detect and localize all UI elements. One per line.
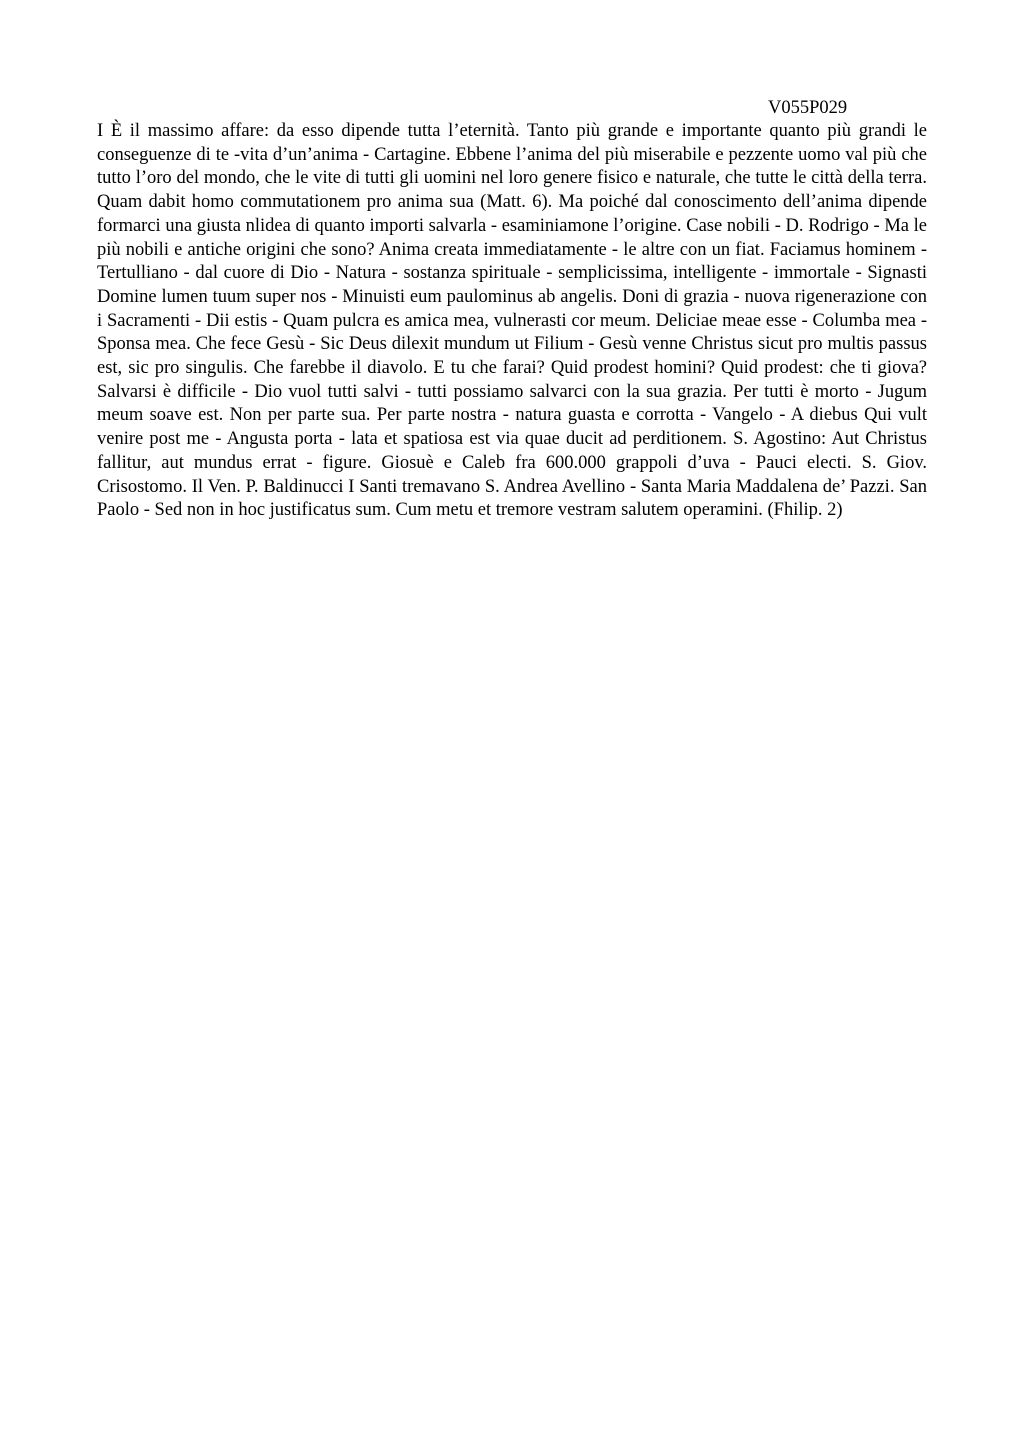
page-identifier: V055P029	[768, 98, 848, 118]
body-paragraph: I È il massimo affare: da esso dipende tutta l’eternità. Tanto più grande e importante quanto più grandi le conseguenze di te -vita d’un’anima - Cartagine. Ebbene l’anima del più miserabile e pezzente uomo val più che tutto l’oro del mondo, che le vite di tutti gli uomini nel loro genere fisico e naturale, che tutte le città della terra. Quam dabit homo commutationem pro anima sua (Matt. 6). Ma poiché dal conoscimento dell’anima dipende formarci una giusta nlidea di quanto importi salvarla - esaminiamone l’origine. Case nobili - D. Rodrigo - Ma le più nobili e antiche origini che sono? Anima creata immediatamente - le altre con un fiat. Faciamus hominem - Tertulliano - dal cuore di Dio - Natura - sostanza spirituale - semplicissima, intelligente - immortale - Signasti Domine lumen tuum super nos - Minuisti eum paulominus ab angelis. Doni di grazia - nuova rigenerazione con i Sacramenti - Dii estis - Quam pulcra es amica mea, vulnerasti cor meum. Deliciae meae esse - Columba mea - Sponsa mea. Che fece Gesù - Sic Deus dilexit mundum ut Filium - Gesù venne Christus sicut pro multis passus est, sic pro singulis. Che farebbe il diavolo. E tu che farai? Quid prodest homini? Quid prodest: che ti giova? Salvarsi è difficile - Dio vuol tutti salvi - tutti possiamo salvarci con la sua grazia. Per tutti è morto - Jugum meum soave est. Non per parte sua. Per parte nostra - natura guasta e corrotta - Vangelo - A diebus Qui vult venire post me - Angusta porta - lata et spatiosa est via quae ducit ad perditionem. S. Agostino: Aut Christus fallitur, aut mundus errat - figure. Giosuè e Caleb fra 600.000 grappoli d’uva - Pauci electi. S. Giov. Crisostomo. Il Ven. P. Baldinucci I Santi tremavano S. Andrea Avellino - Santa Maria Maddalena de’ Pazzi. San Paolo - Sed non in hoc justificatus sum. Cum metu et tremore vestram salutem operamini. (Fhilip. 2)	[97, 121, 927, 521]
